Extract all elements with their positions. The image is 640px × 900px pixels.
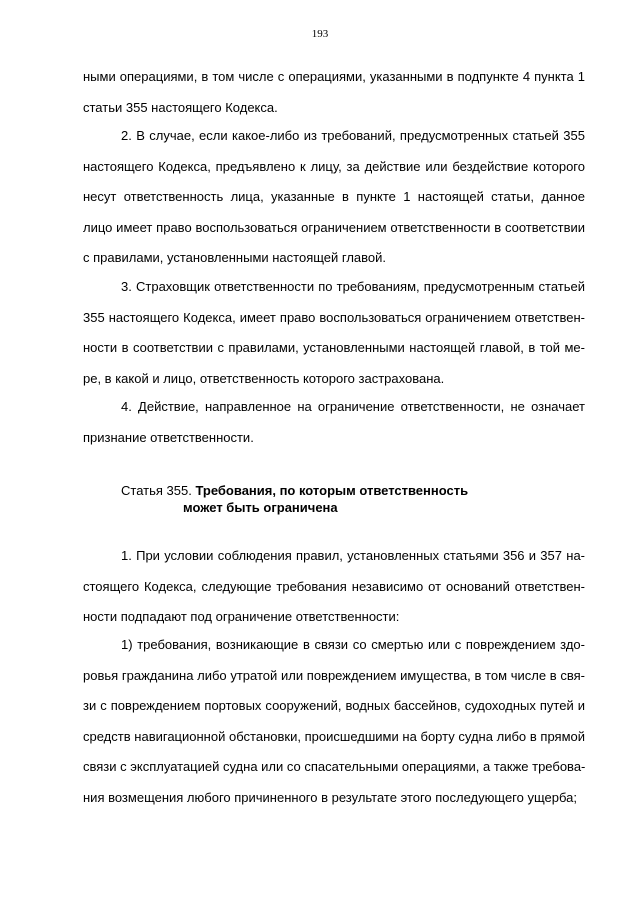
text-line: с правилами, установленными настоящей главой. <box>83 250 387 266</box>
text-line: 2. В случае, если какое-либо из требований, предусмотренных статьей 355 <box>121 128 585 143</box>
text-line: лицо имеет право воспользоваться ограничением ответственности в соответствии <box>83 219 585 235</box>
text-line: настоящего Кодекса, предъявлено к лицу, за действие или бездействие которого <box>83 158 585 174</box>
text-line: несут ответственность лица, указанные в пункте 1 настоящей статьи, данное <box>83 189 585 205</box>
text-line: ния возмещения любого причиненного в результате этого последующего ущерба; <box>83 789 577 805</box>
text-line: средств навигационной обстановки, происшедшими на борту судна либо в прямой <box>83 728 585 744</box>
text-line: ровья гражданина либо утратой или повреждением имущества, в том числе в свя- <box>83 667 585 683</box>
paragraph-subitem-1 <box>83 630 585 814</box>
paragraph-article-item-1 <box>83 541 585 633</box>
paragraph-item-3 <box>83 272 585 394</box>
text-line: связи с эксплуатацией судна или со спасательными операциями, а также требова- <box>83 759 585 775</box>
text-line: ности в соответствии с правилами, установленными настоящей главой, в той ме- <box>83 340 585 356</box>
paragraph-item-2 <box>83 121 585 274</box>
article-label: Статья 355. <box>121 483 192 498</box>
text-line: 1. При условии соблюдения правил, установленных статьями 356 и 357 на- <box>121 548 585 563</box>
paragraph-continuation <box>83 62 585 123</box>
text-line: стоящего Кодекса, следующие требования независимо от оснований ответствен- <box>83 578 585 594</box>
text-line: ности подпадают под ограничение ответственности: <box>83 609 400 625</box>
text-line: ными операциями, в том числе с операциями, указанными в подпункте 4 пункта 1 <box>83 69 585 84</box>
paragraph-item-4 <box>83 392 585 453</box>
text-line: статьи 355 настоящего Кодекса. <box>83 99 278 115</box>
text-line: признание ответственности. <box>83 429 254 445</box>
article-heading <box>121 482 468 516</box>
text-line: зи с повреждением портовых сооружений, водных бассейнов, судоходных путей и <box>83 698 585 714</box>
text-line: 3. Страховщик ответственности по требованиям, предусмотренным статьей <box>121 279 585 294</box>
text-line: 1) требования, возникающие в связи со смертью или с повреждением здо- <box>121 637 585 652</box>
text-line: ре, в какой и лицо, ответственность которого застрахована. <box>83 370 445 386</box>
page-number: 193 <box>311 28 329 40</box>
text-line: 4. Действие, направленное на ограничение ответственности, не означает <box>121 399 585 414</box>
article-title-line-1: Требования, по которым ответственность <box>195 483 469 498</box>
article-title-line-2: может быть ограничена <box>183 500 338 515</box>
text-line: 355 настоящего Кодекса, имеет право воспользоваться ограничением ответствен- <box>83 309 585 325</box>
